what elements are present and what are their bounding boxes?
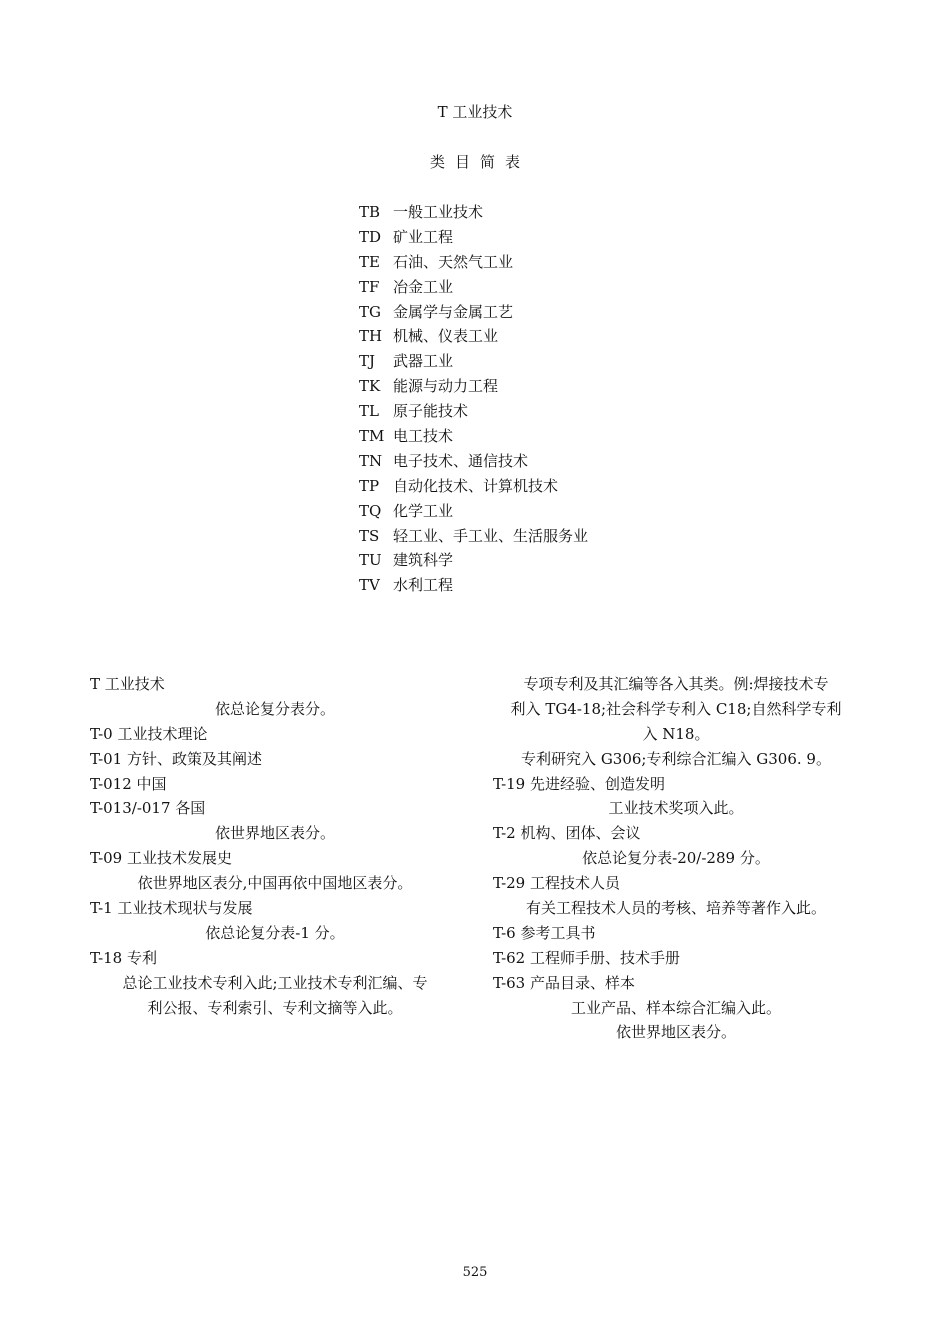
category-code: TN (359, 451, 383, 470)
summary-row-tv (359, 574, 679, 599)
class-entry: T-2 机构、团体、会议 (493, 824, 641, 843)
class-note: 有关工程技术人员的考核、培养等著作入此。 (525, 899, 826, 918)
category-label: 石油、天然气工业 (393, 252, 514, 271)
summary-row-tb (359, 201, 679, 226)
class-note: 依总论复分表-1 分。 (205, 923, 345, 942)
class-note: 利入 TG4-18;社会科学专利入 C18;自然科学专利 (510, 699, 842, 718)
summary-row-tm (359, 425, 679, 450)
category-code: TE (359, 252, 380, 271)
summary-row-tn (359, 450, 679, 475)
class-note: 总论工业技术专利入此;工业技术专利汇编、专 (122, 973, 428, 992)
summary-row-te (359, 251, 679, 276)
summary-row-tl (359, 400, 679, 425)
class-entry: T-1 工业技术现状与发展 (90, 899, 253, 918)
class-entry: T-01 方针、政策及其阐述 (90, 749, 262, 768)
summary-row-tk (359, 375, 679, 400)
category-label: 化学工业 (393, 501, 454, 520)
summary-row-td (359, 226, 679, 251)
summary-row-tj (359, 350, 679, 375)
category-code: TG (359, 302, 381, 321)
category-code: TU (359, 551, 382, 570)
class-note: 工业产品、样本综合汇编入此。 (570, 998, 781, 1017)
summary-table-heading: 类目简表 (429, 153, 530, 171)
summary-row-tg (359, 301, 679, 326)
category-code: TF (359, 277, 380, 296)
class-entry: T-18 专利 (90, 948, 157, 967)
category-label: 建筑科学 (393, 551, 454, 570)
class-note: 依总论复分表分。 (214, 699, 335, 718)
category-label: 一般工业技术 (393, 203, 484, 221)
class-entry: T-19 先进经验、创造发明 (493, 774, 665, 793)
summary-row-tq (359, 500, 679, 525)
summary-row-ts (359, 525, 679, 550)
category-summary-table (359, 201, 679, 599)
class-entry: T-63 产品目录、样本 (493, 973, 635, 992)
class-entry: T-09 工业技术发展史 (90, 849, 232, 868)
category-label: 轻工业、手工业、生活服务业 (393, 526, 589, 545)
class-note: 利公报、专利索引、专利文摘等入此。 (147, 998, 403, 1017)
class-note: 专项专利及其汇编等各入其类。例:焊接技术专 (523, 675, 829, 693)
summary-row-tp (359, 475, 679, 500)
summary-row-tu (359, 549, 679, 574)
class-entry: T-6 参考工具书 (493, 923, 596, 942)
summary-row-tf (359, 276, 679, 301)
category-label: 电工技术 (393, 427, 454, 446)
category-label: 能源与动力工程 (393, 377, 499, 396)
category-code: TH (359, 327, 383, 346)
class-note: 依世界地区表分。 (615, 1023, 736, 1042)
category-code: TM (359, 427, 385, 446)
category-label: 武器工业 (393, 352, 454, 371)
category-label: 电子技术、通信技术 (393, 451, 529, 470)
class-entry: T-29 工程技术人员 (493, 874, 620, 893)
category-label: 水利工程 (393, 576, 454, 595)
class-note: 入 N18。 (642, 724, 710, 743)
category-code: TP (359, 476, 380, 495)
left-column (90, 673, 460, 1021)
class-note: 专利研究入 G306;专利综合汇编入 G306. 9。 (521, 749, 831, 768)
category-label: 机械、仪表工业 (393, 327, 499, 346)
category-code: TS (359, 526, 380, 545)
class-entry: T-012 中国 (90, 774, 167, 793)
page-title: T 工业技术 (437, 103, 513, 121)
class-entry: T 工业技术 (90, 675, 165, 693)
category-code: TQ (359, 501, 382, 520)
category-code: TJ (359, 352, 376, 371)
category-label: 原子能技术 (393, 402, 469, 421)
category-label: 金属学与金属工艺 (393, 302, 514, 321)
class-note: 依总论复分表-20/-289 分。 (582, 849, 770, 868)
class-entry: T-013/-017 各国 (90, 799, 206, 818)
category-code: TB (359, 203, 381, 221)
category-label: 自动化技术、计算机技术 (393, 476, 559, 495)
category-code: TK (359, 377, 381, 396)
summary-row-th (359, 325, 679, 350)
class-entry: T-0 工业技术理论 (90, 724, 208, 743)
page-number: 525 (462, 1265, 488, 1280)
category-code: TV (359, 576, 380, 595)
category-label: 冶金工业 (393, 277, 454, 296)
class-note: 工业技术奖项入此。 (608, 799, 744, 818)
category-code: TD (359, 227, 382, 246)
class-entry: T-62 工程师手册、技术手册 (493, 948, 680, 967)
category-label: 矿业工程 (393, 227, 454, 246)
class-note: 依世界地区表分,中国再依中国地区表分。 (137, 874, 413, 893)
right-column (493, 673, 859, 1046)
category-code: TL (359, 402, 379, 421)
class-note: 依世界地区表分。 (214, 824, 335, 843)
